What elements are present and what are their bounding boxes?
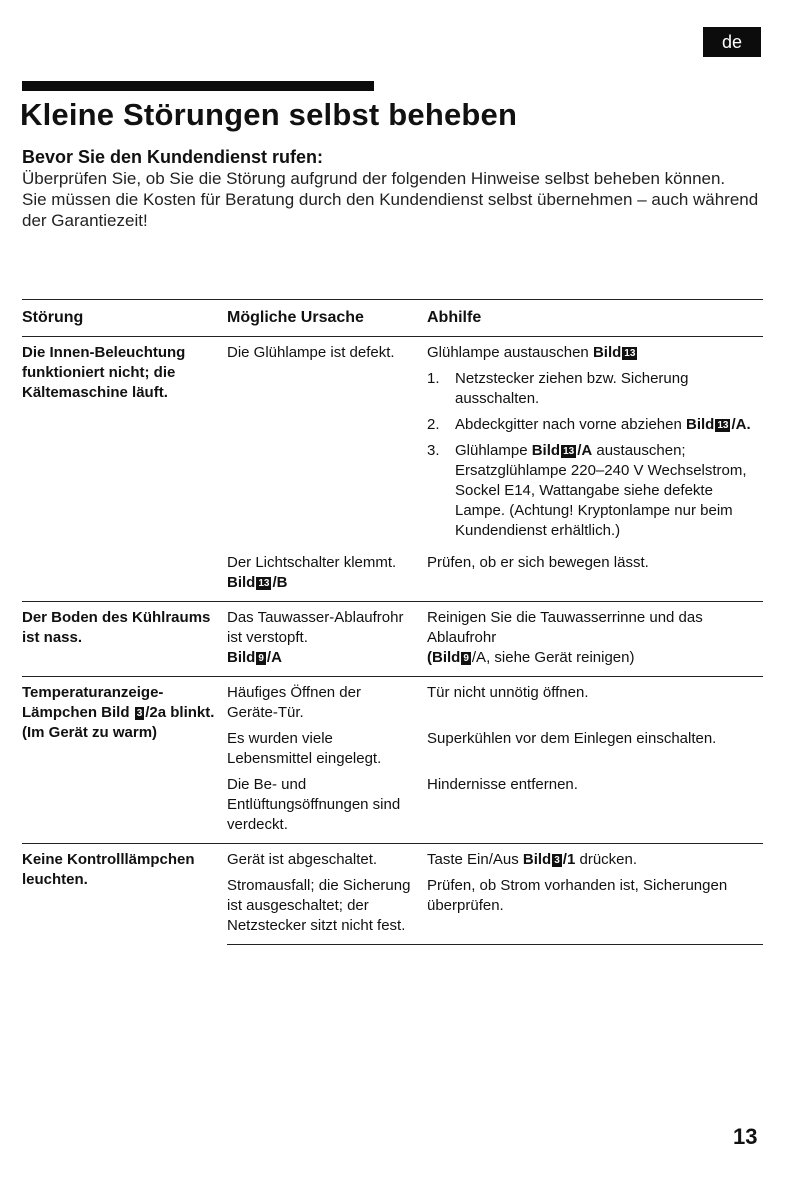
remedy-cell: Prüfen, ob er sich bewegen lässt. [427, 554, 649, 571]
step-tail: austauschen; Ersatzglühlampe 220–240 V Wechselstrom, Sockel E14, Wattangabe siehe defekte Lampe. (Achtung! Kryptonlampe nur beim Kundendienst erhältlich.) [455, 442, 747, 539]
remedy-text: Taste Ein/Aus [427, 851, 523, 868]
step-text: Glühlampe [455, 442, 532, 459]
step-body [455, 415, 751, 435]
figure-suffix: /A [266, 649, 282, 666]
figure-number-box: 9 [258, 653, 264, 664]
remedy-cell: Tür nicht unnötig öffnen. [427, 677, 763, 730]
remedy-cell [427, 844, 763, 877]
cause-cell: Häufiges Öffnen der Geräte-Tür. [227, 677, 427, 730]
step-text: Abdeckgitter nach vorne abziehen [455, 416, 686, 433]
table-row [22, 602, 763, 677]
figure-number-box: 13 [258, 578, 270, 589]
cause-cell [227, 602, 427, 677]
remedy-text: Glühlampe austauschen [427, 344, 593, 361]
figure-number-box: 3 [136, 708, 143, 719]
list-item [427, 441, 763, 541]
remedy-tail: drücken. [575, 851, 638, 868]
intro-paragraph: Überprüfen Sie, ob Sie die Störung aufgrund der folgenden Hinweise selbst beheben können. [22, 169, 726, 188]
figure-number-box: 13 [717, 420, 729, 431]
remedy-text: Reinigen Sie die Tauwasserrinne und das Ablaufrohr [427, 609, 703, 646]
table-header-row [22, 300, 763, 337]
intro-paragraph: Sie müssen die Kosten für Beratung durch den Kundendienst selbst übernehmen – auch während der Garantiezeit! [22, 190, 759, 230]
symptom-text: Temperaturanzeige-Lämpchen Bild [22, 684, 164, 721]
step-body [455, 441, 763, 541]
remedy-cell: Superkühlen vor dem Einlegen einschalten. [427, 730, 717, 747]
remedy-steps [427, 369, 763, 541]
figure-ref: Bild [592, 344, 622, 361]
header-abhilfe: Abhilfe [427, 300, 763, 337]
language-badge: de [703, 27, 761, 57]
figure-suffix: /A [577, 442, 593, 459]
symptom-cell [22, 677, 227, 844]
list-item [427, 415, 763, 435]
remedy-cell: Prüfen, ob Strom vorhanden ist, Sicherungen überprüfen. [427, 876, 763, 945]
table-row [22, 337, 763, 554]
symptom-cell: Keine Kontrolllämpchen leuchten. [22, 844, 227, 945]
figure-ref: Bild [227, 649, 256, 666]
figure-ref: (Bild [427, 649, 461, 666]
remedy-cell [427, 337, 763, 554]
cause-cell [227, 553, 427, 602]
step-number: 1. [427, 370, 440, 387]
remedy-tail: /A, siehe Gerät reinigen) [471, 649, 635, 666]
table-row [22, 844, 763, 877]
cause-cell: Stromausfall; die Sicherung ist ausgeschaltet; der Netzstecker sitzt nicht fest. [227, 876, 427, 945]
cause-cell: Die Glühlampe ist defekt. [227, 337, 427, 554]
table-row [22, 677, 763, 730]
symptom-suffix: /2a blinkt. (Im Gerät zu warm) [22, 704, 215, 741]
header-ursache: Mögliche Ursache [227, 300, 427, 337]
cause-text: Das Tauwasser-Ablaufrohr ist verstopft. [227, 609, 404, 646]
step-text: Netzstecker ziehen bzw. Sicherung ausschalten. [455, 370, 689, 407]
figure-suffix: /1 [562, 851, 576, 868]
cause-cell: Gerät ist abgeschaltet. [227, 844, 427, 877]
figure-suffix: /A. [731, 416, 751, 433]
step-number: 2. [427, 416, 440, 433]
figure-suffix: /B [272, 574, 288, 591]
figure-ref: Bild [531, 442, 561, 459]
figure-ref: Bild [685, 416, 715, 433]
cause-cell: Die Be- und Entlüftungsöffnungen sind verdeckt. [227, 776, 401, 833]
page-number: 13 [733, 1124, 758, 1149]
figure-ref: Bild [227, 574, 256, 591]
figure-number-box: 3 [554, 855, 560, 866]
figure-number-box: 13 [624, 348, 636, 359]
remedy-cell: Hindernisse entfernen. [427, 776, 578, 793]
figure-number-box: 9 [463, 653, 469, 664]
remedy-cell [427, 602, 763, 677]
troubleshooting-table [22, 299, 763, 945]
intro-text [22, 168, 762, 231]
section-subtitle: Bevor Sie den Kundendienst rufen: [22, 147, 324, 167]
symptom-cell: Der Boden des Kühlraums ist nass. [22, 602, 227, 677]
list-item [427, 369, 763, 409]
troubleshooting-table-wrap [22, 299, 763, 945]
cause-cell: Es wurden viele Lebensmittel eingelegt. [227, 730, 382, 767]
figure-number-box: 13 [563, 446, 575, 457]
figure-ref: Bild [522, 851, 552, 868]
symptom-cell: Die Innen-Beleuchtung funktioniert nicht; die Kältemaschine läuft. [22, 337, 227, 602]
page-title: Kleine Störungen selbst beheben [20, 97, 518, 132]
step-number: 3. [427, 442, 440, 459]
title-bar [22, 81, 374, 91]
header-stoerung: Störung [22, 300, 227, 337]
cause-text: Der Lichtschalter klemmt. [227, 554, 397, 571]
